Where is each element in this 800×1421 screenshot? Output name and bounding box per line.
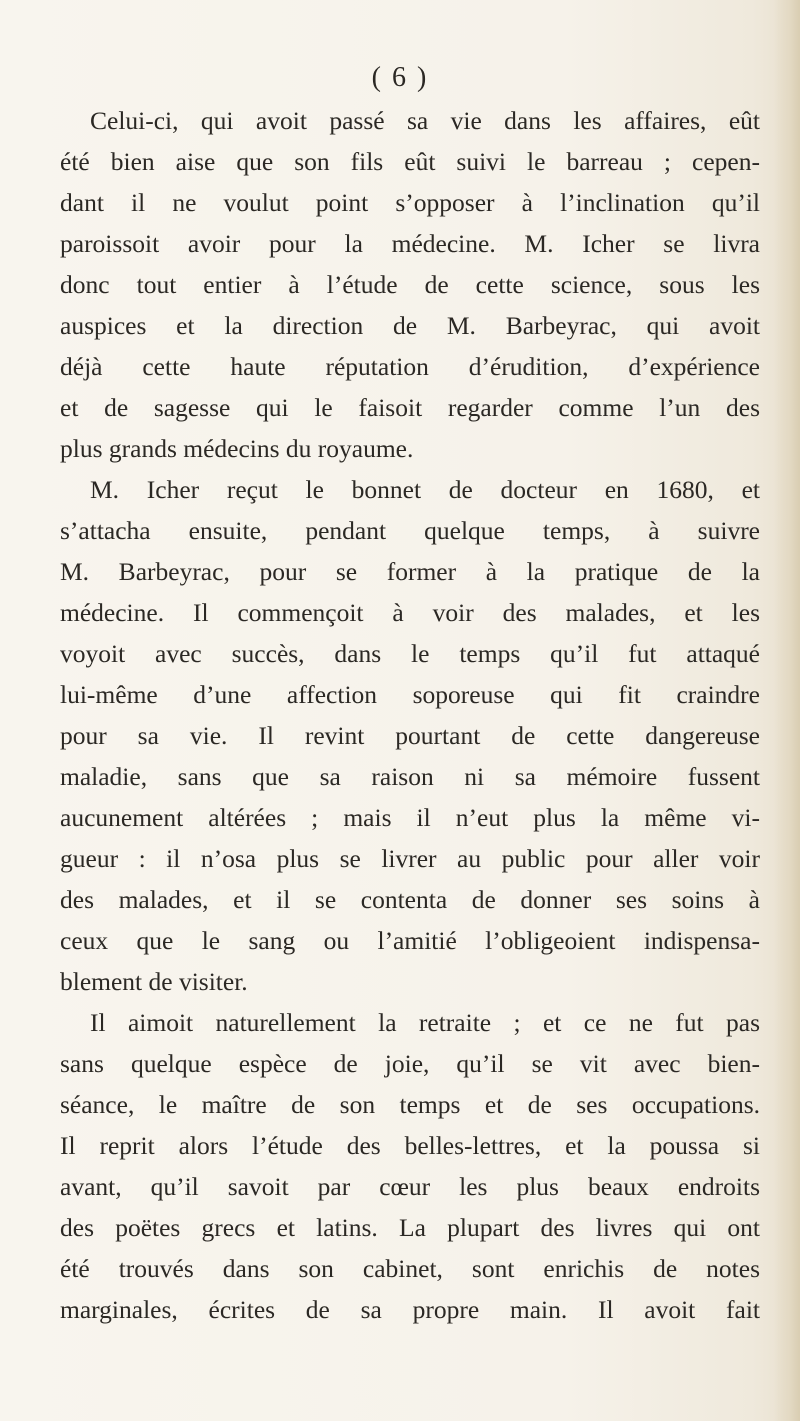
text-line: été trouvés dans son cabinet, sont enrichis de notes	[60, 1254, 760, 1283]
text-line: lui-même d’une affection soporeuse qui fit craindre	[60, 680, 760, 709]
text-line: avant, qu’il savoit par cœur les plus beaux endroits	[60, 1172, 760, 1201]
text-line: plus grands médecins du royaume.	[60, 434, 414, 463]
text-line: des malades, et il se contenta de donner ses soins à	[60, 885, 760, 914]
page-edge-shadow	[774, 0, 800, 1421]
text-line: gueur : il n’osa plus se livrer au public pour aller voir	[60, 844, 760, 873]
text-line: été bien aise que son fils eût suivi le barreau ; cepen-	[60, 147, 760, 176]
text-line: sans quelque espèce de joie, qu’il se vit avec bien-	[60, 1049, 760, 1078]
text-line: voyoit avec succès, dans le temps qu’il fut attaqué	[60, 639, 760, 668]
text-line: des poëtes grecs et latins. La plupart des livres qui ont	[60, 1213, 760, 1242]
text-line: M. Barbeyrac, pour se former à la pratique de la	[60, 557, 760, 586]
text-line: maladie, sans que sa raison ni sa mémoire fussent	[60, 762, 760, 791]
text-line: séance, le maître de son temps et de ses occupations.	[60, 1090, 760, 1119]
text-line: Il aimoit naturellement la retraite ; et ce ne fut pas	[90, 1008, 760, 1037]
text-line: s’attacha ensuite, pendant quelque temps, à suivre	[60, 516, 760, 545]
text-line: auspices et la direction de M. Barbeyrac, qui avoit	[60, 311, 760, 340]
text-line: et de sagesse qui le faisoit regarder comme l’un des	[60, 393, 760, 422]
text-line: marginales, écrites de sa propre main. Il avoit fait	[60, 1295, 760, 1324]
text-line: déjà cette haute réputation d’érudition, d’expérience	[60, 352, 760, 381]
text-line: médecine. Il commençoit à voir des malades, et les	[60, 598, 760, 627]
text-line: aucunement altérées ; mais il n’eut plus la même vi-	[60, 803, 760, 832]
text-line: ceux que le sang ou l’amitié l’obligeoient indispensa-	[60, 926, 760, 955]
text-line: Celui-ci, qui avoit passé sa vie dans les affaires, eût	[90, 106, 760, 135]
text-line: Il reprit alors l’étude des belles-lettres, et la poussa si	[60, 1131, 760, 1160]
text-line: M. Icher reçut le bonnet de docteur en 1680, et	[90, 475, 760, 504]
text-line: dant il ne voulut point s’opposer à l’inclination qu’il	[60, 188, 760, 217]
text-line: pour sa vie. Il revint pourtant de cette dangereuse	[60, 721, 760, 750]
body-text	[60, 100, 760, 1330]
text-line: blement de visiter.	[60, 967, 248, 996]
page-number: ( 6 )	[371, 62, 429, 93]
text-line: donc tout entier à l’étude de cette science, sous les	[60, 270, 760, 299]
text-line: paroissoit avoir pour la médecine. M. Icher se livra	[60, 229, 760, 258]
